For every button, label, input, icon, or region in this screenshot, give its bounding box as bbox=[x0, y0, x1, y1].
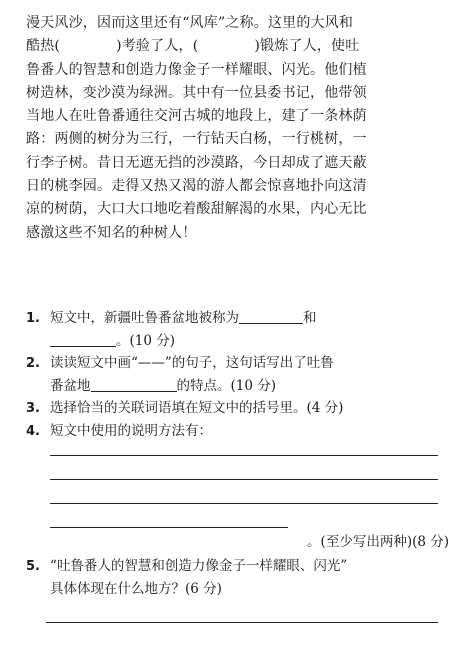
passage-line-2-start: 酷热( bbox=[26, 38, 61, 55]
question-1-score: 。(10 分) bbox=[116, 332, 176, 349]
question-4-number: 4. bbox=[26, 423, 40, 439]
question-5-block bbox=[26, 555, 446, 600]
question-1 bbox=[26, 307, 446, 330]
question-1-blank-2[interactable] bbox=[50, 332, 116, 347]
passage-line-1: 漫天风沙，因而这里还有“风库”之称。这里的大风和 bbox=[26, 15, 354, 31]
answer-line[interactable] bbox=[50, 455, 438, 456]
question-2-text: 读读短文中画“——”的句子，这句话写出了吐鲁 bbox=[50, 355, 334, 371]
question-1-blank-1[interactable] bbox=[239, 309, 303, 324]
question-1-number: 1. bbox=[26, 311, 40, 326]
passage-line-10: 感激这些不知名的种树人！ bbox=[26, 224, 197, 241]
passage-line-7: 行李子树。昔日无遮无挡的沙漠路，今日却成了遮天蔽 bbox=[26, 154, 367, 171]
question-list bbox=[26, 307, 446, 442]
passage-line-2-end: )锻炼了人，使吐 bbox=[254, 38, 360, 55]
passage-line-2-mid: )考验了人，( bbox=[116, 38, 199, 55]
question-2-text-b: 番盆地 bbox=[50, 377, 91, 394]
question-3 bbox=[26, 397, 446, 420]
question-5-number: 5. bbox=[26, 559, 40, 574]
answer-line[interactable] bbox=[46, 622, 438, 623]
question-5 bbox=[26, 555, 446, 578]
answer-line[interactable] bbox=[50, 479, 438, 480]
question-1-cont bbox=[26, 330, 446, 353]
question-4-requirement: 。(至少写出两种)(8 分) bbox=[307, 534, 449, 550]
answer-line[interactable] bbox=[50, 503, 438, 504]
question-2-cont bbox=[26, 375, 446, 398]
question-1-and: 和 bbox=[303, 310, 317, 326]
passage-line-4: 树造林，变沙漠为绿洲。其中有一位县委书记，他带领 bbox=[26, 84, 367, 101]
question-3-text: 选择恰当的关联词语填在短文中的括号里。(4 分) bbox=[50, 400, 344, 416]
passage-line-9: 凉的树荫，大口大口地吃着酸甜解渴的水果，内心无比 bbox=[26, 201, 367, 218]
question-4 bbox=[26, 420, 446, 443]
passage-line-2 bbox=[26, 35, 446, 58]
question-2-number: 2. bbox=[26, 356, 40, 371]
question-5-cont: 具体体现在什么地方？(6 分) bbox=[50, 580, 222, 597]
question-5-text: “吐鲁番人的智慧和创造力像金子一样耀眼、闪光” bbox=[50, 558, 348, 574]
reading-passage bbox=[26, 12, 446, 245]
question-2 bbox=[26, 352, 446, 375]
question-3-number: 3. bbox=[26, 401, 40, 416]
question-2-blank[interactable] bbox=[91, 377, 177, 392]
question-2-score: 的特点。(10 分) bbox=[176, 377, 277, 394]
passage-line-8: 日的桃李园。走得又热又渴的游人都会惊喜地扑向这清 bbox=[26, 178, 367, 195]
question-1-text: 短文中，新疆吐鲁番盆地被称为 bbox=[50, 310, 239, 326]
question-4-text: 短文中使用的说明方法有： bbox=[50, 422, 212, 439]
answer-line[interactable] bbox=[50, 527, 288, 528]
passage-line-3: 鲁番人的智慧和创造力像金子一样耀眼、闪光。他们植 bbox=[26, 61, 367, 78]
passage-line-6: 路：两侧的树分为三行，一行钻天白杨，一行桃树，一 bbox=[26, 131, 367, 148]
passage-line-5: 当地人在吐鲁番通往交河古城的地段上，建了一条林荫 bbox=[26, 108, 367, 125]
